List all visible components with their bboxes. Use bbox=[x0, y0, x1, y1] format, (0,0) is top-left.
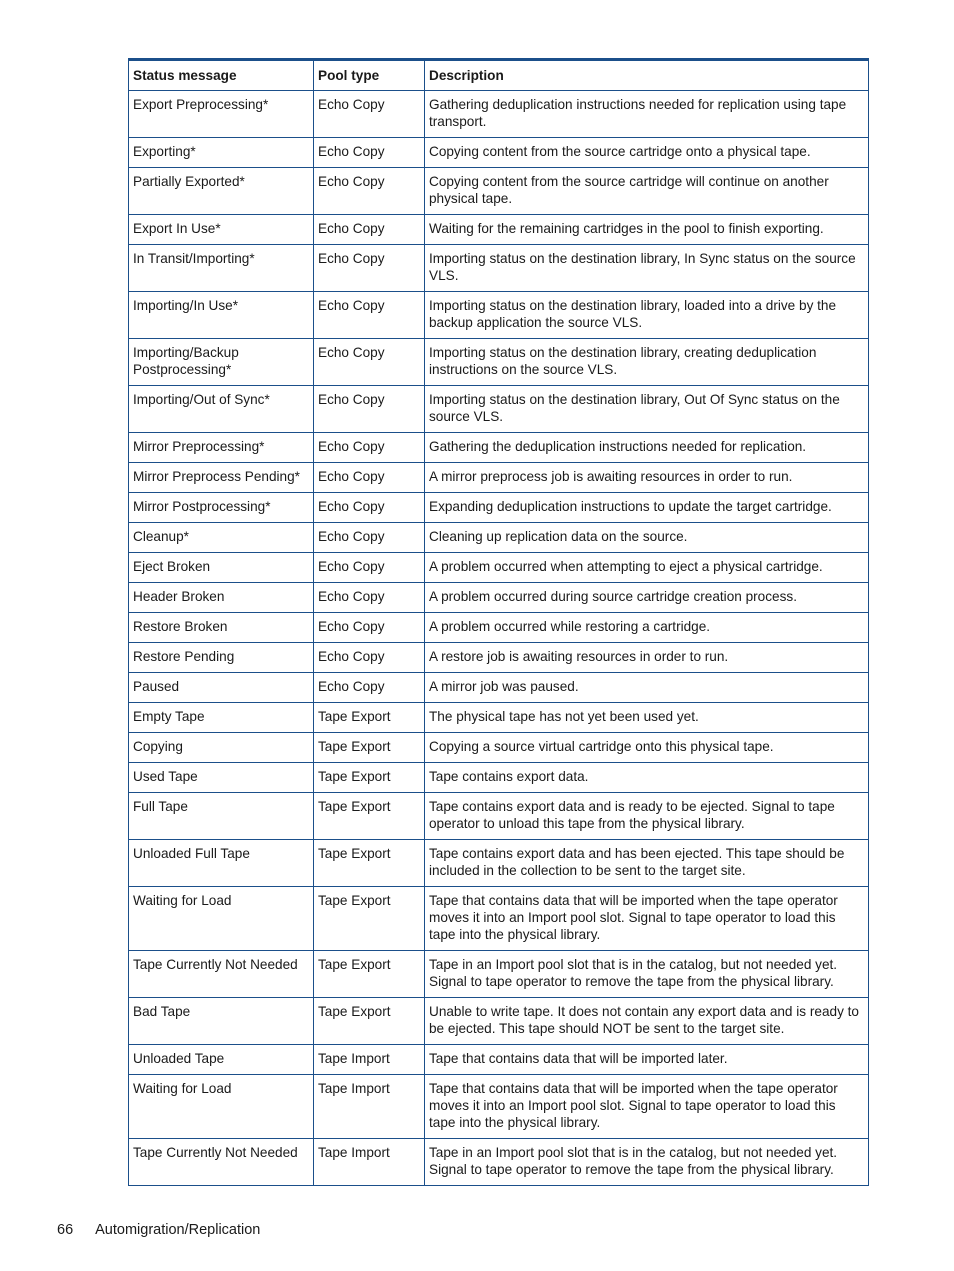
pool-type-cell: Tape Export bbox=[314, 951, 425, 998]
pool-type-cell: Tape Export bbox=[314, 840, 425, 887]
status-message-cell: Restore Broken bbox=[129, 613, 314, 643]
description-cell: Tape contains export data and is ready to be ejected. Signal to tape operator to unload this tape from the physical library. bbox=[425, 793, 869, 840]
description-cell: A problem occurred during source cartridge creation process. bbox=[425, 583, 869, 613]
status-message-cell: Bad Tape bbox=[129, 998, 314, 1045]
table-row bbox=[129, 168, 869, 215]
pool-type-cell: Echo Copy bbox=[314, 215, 425, 245]
header-status-message: Status message bbox=[129, 60, 314, 91]
table-row bbox=[129, 386, 869, 433]
table-row bbox=[129, 703, 869, 733]
table-row bbox=[129, 951, 869, 998]
pool-type-cell: Echo Copy bbox=[314, 583, 425, 613]
status-message-cell: Export In Use* bbox=[129, 215, 314, 245]
status-message-cell: Full Tape bbox=[129, 793, 314, 840]
pool-type-cell: Tape Export bbox=[314, 763, 425, 793]
pool-type-cell: Tape Import bbox=[314, 1045, 425, 1075]
description-cell: Gathering deduplication instructions needed for replication using tape transport. bbox=[425, 91, 869, 138]
pool-type-cell: Echo Copy bbox=[314, 339, 425, 386]
description-cell: Tape in an Import pool slot that is in the catalog, but not needed yet. Signal to tape operator to remove the tape from the physical library. bbox=[425, 951, 869, 998]
table-row bbox=[129, 643, 869, 673]
description-cell: Gathering the deduplication instructions needed for replication. bbox=[425, 433, 869, 463]
description-cell: A mirror preprocess job is awaiting resources in order to run. bbox=[425, 463, 869, 493]
section-title: Automigration/Replication bbox=[95, 1222, 261, 1238]
status-message-cell: Unloaded Full Tape bbox=[129, 840, 314, 887]
description-cell: Waiting for the remaining cartridges in the pool to finish exporting. bbox=[425, 215, 869, 245]
header-row bbox=[129, 60, 869, 91]
pool-type-cell: Echo Copy bbox=[314, 168, 425, 215]
status-message-cell: Importing/Out of Sync* bbox=[129, 386, 314, 433]
description-cell: Tape contains export data and has been ejected. This tape should be included in the collection to be sent to the target site. bbox=[425, 840, 869, 887]
table-row bbox=[129, 245, 869, 292]
pool-type-cell: Tape Import bbox=[314, 1139, 425, 1186]
pool-type-cell: Echo Copy bbox=[314, 138, 425, 168]
pool-type-cell: Echo Copy bbox=[314, 433, 425, 463]
description-cell: Unable to write tape. It does not contain any export data and is ready to be ejected. This tape should NOT be sent to the target site. bbox=[425, 998, 869, 1045]
pool-type-cell: Echo Copy bbox=[314, 673, 425, 703]
table-row bbox=[129, 215, 869, 245]
description-cell: A mirror job was paused. bbox=[425, 673, 869, 703]
pool-type-cell: Tape Export bbox=[314, 793, 425, 840]
status-message-cell: Header Broken bbox=[129, 583, 314, 613]
pool-type-cell: Tape Export bbox=[314, 998, 425, 1045]
pool-type-cell: Echo Copy bbox=[314, 613, 425, 643]
pool-type-cell: Tape Export bbox=[314, 733, 425, 763]
status-message-cell: Restore Pending bbox=[129, 643, 314, 673]
description-cell: The physical tape has not yet been used yet. bbox=[425, 703, 869, 733]
table-row bbox=[129, 138, 869, 168]
table-row bbox=[129, 493, 869, 523]
pool-type-cell: Tape Import bbox=[314, 1075, 425, 1139]
table-row bbox=[129, 840, 869, 887]
table-row bbox=[129, 553, 869, 583]
status-message-cell: In Transit/Importing* bbox=[129, 245, 314, 292]
status-message-cell: Tape Currently Not Needed bbox=[129, 951, 314, 998]
table-body bbox=[129, 91, 869, 1186]
description-cell: Importing status on the destination library, creating deduplication instructions on the source VLS. bbox=[425, 339, 869, 386]
pool-type-cell: Echo Copy bbox=[314, 493, 425, 523]
description-cell: Cleaning up replication data on the source. bbox=[425, 523, 869, 553]
description-cell: Tape in an Import pool slot that is in the catalog, but not needed yet. Signal to tape operator to remove the tape from the physical library. bbox=[425, 1139, 869, 1186]
status-message-cell: Waiting for Load bbox=[129, 887, 314, 951]
table-row bbox=[129, 1045, 869, 1075]
description-cell: Importing status on the destination library, loaded into a drive by the backup application the source VLS. bbox=[425, 292, 869, 339]
description-cell: Tape contains export data. bbox=[425, 763, 869, 793]
description-cell: A restore job is awaiting resources in order to run. bbox=[425, 643, 869, 673]
pool-type-cell: Echo Copy bbox=[314, 292, 425, 339]
table-row bbox=[129, 998, 869, 1045]
table-row bbox=[129, 463, 869, 493]
description-cell: Expanding deduplication instructions to update the target cartridge. bbox=[425, 493, 869, 523]
description-cell: Importing status on the destination library, In Sync status on the source VLS. bbox=[425, 245, 869, 292]
table-row bbox=[129, 613, 869, 643]
status-message-cell: Mirror Postprocessing* bbox=[129, 493, 314, 523]
pool-type-cell: Echo Copy bbox=[314, 553, 425, 583]
pool-type-cell: Tape Export bbox=[314, 887, 425, 951]
pool-type-cell: Echo Copy bbox=[314, 643, 425, 673]
status-message-cell: Importing/In Use* bbox=[129, 292, 314, 339]
status-message-cell: Mirror Preprocessing* bbox=[129, 433, 314, 463]
status-message-cell: Exporting* bbox=[129, 138, 314, 168]
table-row bbox=[129, 1075, 869, 1139]
pool-type-cell: Tape Export bbox=[314, 703, 425, 733]
header-description: Description bbox=[425, 60, 869, 91]
status-message-cell: Eject Broken bbox=[129, 553, 314, 583]
status-message-cell: Copying bbox=[129, 733, 314, 763]
status-message-cell: Unloaded Tape bbox=[129, 1045, 314, 1075]
table-row bbox=[129, 583, 869, 613]
pool-type-cell: Echo Copy bbox=[314, 523, 425, 553]
page-number: 66 bbox=[57, 1222, 74, 1238]
description-cell: A problem occurred when attempting to eject a physical cartridge. bbox=[425, 553, 869, 583]
table-row bbox=[129, 733, 869, 763]
description-cell: Tape that contains data that will be imported later. bbox=[425, 1045, 869, 1075]
status-message-cell: Export Preprocessing* bbox=[129, 91, 314, 138]
status-message-cell: Tape Currently Not Needed bbox=[129, 1139, 314, 1186]
description-cell: Copying content from the source cartridge will continue on another physical tape. bbox=[425, 168, 869, 215]
table-row bbox=[129, 523, 869, 553]
table-row bbox=[129, 339, 869, 386]
status-message-cell: Used Tape bbox=[129, 763, 314, 793]
status-table-container bbox=[128, 58, 868, 1186]
status-message-cell: Paused bbox=[129, 673, 314, 703]
pool-type-cell: Echo Copy bbox=[314, 386, 425, 433]
status-message-cell: Importing/Backup Postprocessing* bbox=[129, 339, 314, 386]
table-row bbox=[129, 793, 869, 840]
description-cell: Tape that contains data that will be imported when the tape operator moves it into an Import pool slot. Signal to tape operator to load this tape into the physical library. bbox=[425, 1075, 869, 1139]
pool-type-cell: Echo Copy bbox=[314, 245, 425, 292]
table-row bbox=[129, 673, 869, 703]
status-message-cell: Waiting for Load bbox=[129, 1075, 314, 1139]
status-table bbox=[128, 58, 869, 1186]
table-row bbox=[129, 887, 869, 951]
description-cell: Copying a source virtual cartridge onto this physical tape. bbox=[425, 733, 869, 763]
table-header bbox=[129, 60, 869, 91]
header-pool-type: Pool type bbox=[314, 60, 425, 91]
table-row bbox=[129, 1139, 869, 1186]
description-cell: Importing status on the destination library, Out Of Sync status on the source VLS. bbox=[425, 386, 869, 433]
table-row bbox=[129, 91, 869, 138]
pool-type-cell: Echo Copy bbox=[314, 463, 425, 493]
status-message-cell: Mirror Preprocess Pending* bbox=[129, 463, 314, 493]
pool-type-cell: Echo Copy bbox=[314, 91, 425, 138]
page-footer bbox=[57, 1222, 260, 1238]
table-row bbox=[129, 292, 869, 339]
status-message-cell: Partially Exported* bbox=[129, 168, 314, 215]
description-cell: Tape that contains data that will be imported when the tape operator moves it into an Import pool slot. Signal to tape operator to load this tape into the physical library. bbox=[425, 887, 869, 951]
status-message-cell: Cleanup* bbox=[129, 523, 314, 553]
description-cell: A problem occurred while restoring a cartridge. bbox=[425, 613, 869, 643]
description-cell: Copying content from the source cartridge onto a physical tape. bbox=[425, 138, 869, 168]
table-row bbox=[129, 763, 869, 793]
table-row bbox=[129, 433, 869, 463]
status-message-cell: Empty Tape bbox=[129, 703, 314, 733]
